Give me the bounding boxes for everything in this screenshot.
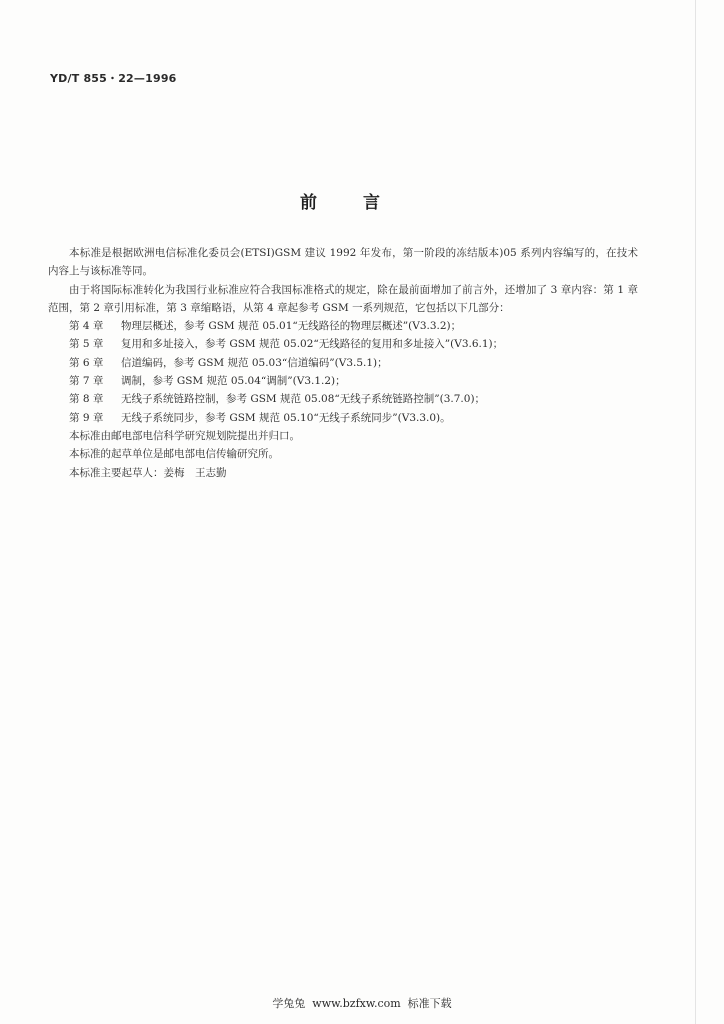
scan-edge-line xyxy=(695,0,696,1024)
chapter-number: 第 5 章 xyxy=(69,338,104,351)
drafters-statement: 本标准主要起草人：姜梅 王志勤 xyxy=(69,466,227,479)
chapter-text: 复用和多址接入，参考 GSM 规范 05.02“无线路径的复用和多址接入”(V3.6.1)； xyxy=(121,338,504,351)
intro-paragraph: 本标准是根据欧洲电信标准化委员会(ETSI)GSM 建议 1992 年发布，第一阶段的冻结版本)05 系列内容编写的，在技术内容上与该标准等同。 xyxy=(48,247,638,278)
chapter-text: 调制，参考 GSM 规范 05.04“调制”(V3.1.2)； xyxy=(121,375,346,388)
drafting-unit-statement: 本标准的起草单位是邮电部电信传输研究所。 xyxy=(69,448,279,461)
chapter-number: 第 8 章 xyxy=(69,393,104,406)
chapter-item xyxy=(48,317,638,335)
title-char-1: 前 xyxy=(300,193,317,213)
structure-paragraph: 由于将国际标准转化为我国行业标准应符合我国标准格式的规定，除在最前面增加了前言外，还增加了 3 章内容：第 1 章范围，第 2 章引用标准，第 3 章缩略语，从第 4 章起参考 GSM 一系列规范，它包括以下几部分： xyxy=(48,283,638,314)
chapter-item xyxy=(48,354,638,372)
chapter-number: 第 9 章 xyxy=(69,411,104,424)
document-body xyxy=(48,244,638,482)
chapter-text: 信道编码，参考 GSM 规范 05.03“信道编码”(V3.5.1)； xyxy=(121,356,388,369)
chapter-text: 物理层概述，参考 GSM 规范 05.01“无线路径的物理层概述”(V3.3.2)； xyxy=(121,320,462,333)
chapter-text: 无线子系统同步，参考 GSM 规范 05.10“无线子系统同步”(V3.3.0)。 xyxy=(121,411,451,424)
chapter-text: 无线子系统链路控制，参考 GSM 规范 05.08“无线子系统链路控制”(3.7.0)； xyxy=(121,393,486,406)
chapter-item xyxy=(48,335,638,353)
chapter-number: 第 6 章 xyxy=(69,356,104,369)
document-code: YD/T 855・22—1996 xyxy=(50,72,177,85)
proposer-statement: 本标准由邮电部电信科学研究规划院提出并归口。 xyxy=(69,429,300,442)
chapter-item xyxy=(48,390,638,408)
chapter-number: 第 7 章 xyxy=(69,375,104,388)
page-title xyxy=(0,188,680,213)
title-char-2: 言 xyxy=(363,193,380,213)
chapter-item xyxy=(48,372,638,390)
chapter-item xyxy=(48,409,638,427)
footer-watermark-text: 学兔兔 www.bzfxw.com 标准下载 xyxy=(272,997,452,1010)
chapter-number: 第 4 章 xyxy=(69,320,104,333)
